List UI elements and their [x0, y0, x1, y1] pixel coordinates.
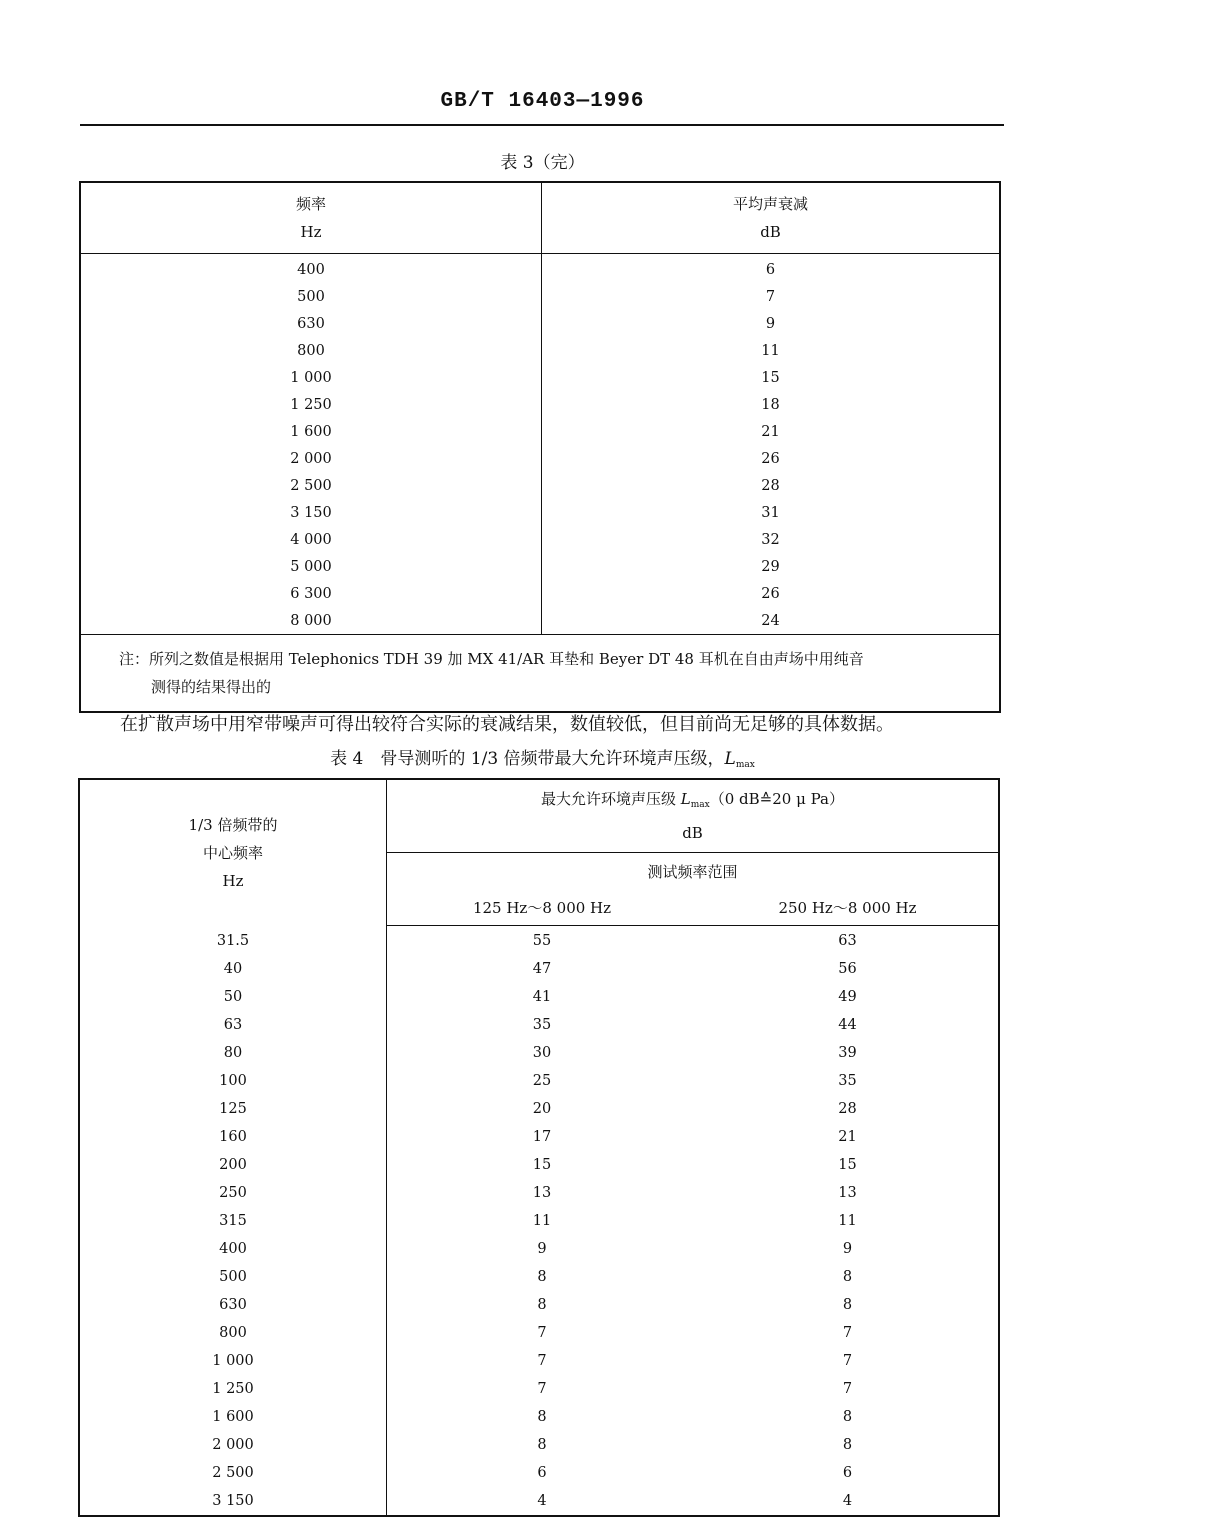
center-frequency-cell: 500	[79, 1263, 387, 1291]
center-frequency-cell: 50	[79, 983, 387, 1011]
table3-note-line2: 测得的结果得出的	[151, 678, 272, 696]
frequency-cell: 630	[80, 310, 542, 337]
table4-col-center-frequency	[79, 779, 387, 926]
table4-caption-symbol: L	[724, 749, 736, 769]
level-250-cell: 7	[842, 1380, 853, 1397]
table3-header-row	[80, 182, 1000, 254]
table-row	[79, 1235, 999, 1263]
table4-subcol-250: 250 Hz～8 000 Hz	[697, 889, 999, 926]
table-row	[80, 472, 1000, 499]
table-row	[79, 983, 999, 1011]
table4-caption-text: 表 4 骨导测听的 1/3 倍频带最大允许环境声压级，	[330, 749, 725, 769]
table3-note-row	[80, 635, 1000, 713]
level-250-cell: 15	[838, 1156, 857, 1173]
table-row	[80, 499, 1000, 526]
level-125-cell: 6	[537, 1464, 547, 1481]
level-125-cell: 11	[532, 1212, 552, 1229]
center-frequency-cell: 40	[79, 955, 387, 983]
level-125-cell: 4	[537, 1492, 547, 1509]
table-row	[80, 391, 1000, 418]
level-125-cell: 7	[537, 1352, 547, 1369]
level-125-cell: 7	[537, 1380, 547, 1397]
level-125-cell: 9	[537, 1240, 547, 1257]
table-row	[79, 1123, 999, 1151]
level-125-cell: 30	[532, 1044, 552, 1061]
level-125-cell: 15	[532, 1156, 552, 1173]
frequency-cell: 5 000	[80, 553, 542, 580]
table4-group-header	[387, 779, 1000, 853]
table4	[78, 778, 1000, 1517]
table-row	[80, 254, 1000, 284]
table-row	[80, 607, 1000, 635]
table-row	[79, 1179, 999, 1207]
center-frequency-cell: 250	[79, 1179, 387, 1207]
table-row	[79, 1039, 999, 1067]
level-250-cell: 4	[842, 1492, 853, 1509]
level-250-cell: 7	[842, 1324, 853, 1341]
level-250-cell: 9	[842, 1240, 853, 1257]
table3-col-attenuation	[542, 182, 1001, 254]
table-row	[80, 445, 1000, 472]
frequency-cell: 3 150	[80, 499, 542, 526]
center-frequency-cell: 80	[79, 1039, 387, 1067]
frequency-cell: 1 000	[80, 364, 542, 391]
table-row	[79, 1095, 999, 1123]
frequency-cell: 6 300	[80, 580, 542, 607]
attenuation-cell: 21	[761, 423, 780, 440]
center-frequency-cell: 160	[79, 1123, 387, 1151]
center-frequency-cell: 400	[79, 1235, 387, 1263]
table3-note-line1: 注：所列之数值是根据用 Telephonics TDH 39 加 MX 41/AR 耳垫和 Beyer DT 48 耳机在自由声场中用纯音	[119, 650, 864, 668]
table4-group-suffix: （0 dB≙20 μ Pa）	[709, 790, 844, 808]
level-250-cell: 44	[838, 1016, 857, 1033]
attenuation-cell: 11	[761, 342, 780, 359]
attenuation-cell: 26	[761, 450, 780, 467]
center-frequency-cell: 63	[79, 1011, 387, 1039]
table-row	[80, 337, 1000, 364]
frequency-cell: 500	[80, 283, 542, 310]
table3-col-frequency	[80, 182, 542, 254]
level-125-cell: 8	[537, 1408, 547, 1425]
table4-col1-line1: 1/3 倍频带的	[188, 815, 278, 834]
header-divider	[80, 124, 1004, 126]
level-250-cell: 63	[838, 932, 857, 949]
center-frequency-cell: 200	[79, 1151, 387, 1179]
level-250-cell: 11	[838, 1212, 857, 1229]
level-125-cell: 17	[532, 1128, 552, 1145]
attenuation-cell: 9	[765, 315, 776, 332]
level-250-cell: 13	[838, 1184, 857, 1201]
attenuation-cell: 29	[761, 558, 780, 575]
level-250-cell: 8	[842, 1408, 853, 1425]
table-row	[79, 1291, 999, 1319]
table-row	[79, 1319, 999, 1347]
table-row	[79, 926, 999, 955]
center-frequency-cell: 125	[79, 1095, 387, 1123]
center-frequency-cell: 2 500	[79, 1459, 387, 1487]
table3-body	[80, 254, 1000, 635]
level-125-cell: 8	[537, 1296, 547, 1313]
level-250-cell: 49	[838, 988, 857, 1005]
level-250-cell: 8	[842, 1268, 853, 1285]
table-row	[80, 310, 1000, 337]
table-row	[79, 1067, 999, 1095]
level-250-cell: 8	[842, 1436, 853, 1453]
attenuation-cell: 24	[761, 612, 780, 629]
attenuation-cell: 7	[765, 288, 776, 305]
center-frequency-cell: 1 250	[79, 1375, 387, 1403]
level-250-cell: 8	[842, 1296, 853, 1313]
level-250-cell: 28	[838, 1100, 857, 1117]
table-row	[80, 580, 1000, 607]
center-frequency-cell: 2 000	[79, 1431, 387, 1459]
level-250-cell: 7	[842, 1352, 853, 1369]
table-row	[79, 1263, 999, 1291]
attenuation-cell: 32	[761, 531, 780, 548]
table3-note	[80, 635, 1000, 713]
attenuation-cell: 31	[761, 504, 780, 521]
table3	[79, 181, 1001, 713]
table4-col1-line3: Hz	[222, 871, 244, 890]
frequency-cell: 1 250	[80, 391, 542, 418]
table4-body	[79, 926, 999, 1516]
table-row	[79, 1207, 999, 1235]
attenuation-cell: 26	[761, 585, 780, 602]
table4-group-sub: max	[690, 800, 710, 810]
center-frequency-cell: 31.5	[79, 926, 387, 955]
table-row	[79, 955, 999, 983]
table4-group-prefix: 最大允许环境声压级	[541, 790, 681, 808]
table3-col2-unit: dB	[760, 223, 781, 241]
table4-subcol-125: 125 Hz～8 000 Hz	[387, 889, 698, 926]
table4-caption	[0, 744, 1085, 770]
level-250-cell: 21	[838, 1128, 857, 1145]
frequency-cell: 2 500	[80, 472, 542, 499]
table-row	[80, 418, 1000, 445]
body-paragraph: 在扩散声场中用窄带噪声可得出较符合实际的衰减结果，数值较低，但目前尚无足够的具体数据。	[120, 714, 894, 735]
center-frequency-cell: 630	[79, 1291, 387, 1319]
table4-col1-line2: 中心频率	[202, 843, 263, 862]
table3-caption: 表 3（完）	[500, 153, 585, 173]
table-row	[79, 1431, 999, 1459]
frequency-cell: 800	[80, 337, 542, 364]
level-125-cell: 8	[537, 1268, 547, 1285]
level-250-cell: 35	[838, 1072, 857, 1089]
table3-col1-title: 频率	[295, 195, 326, 213]
table-row	[79, 1011, 999, 1039]
table-row	[80, 553, 1000, 580]
center-frequency-cell: 1 000	[79, 1347, 387, 1375]
center-frequency-cell: 100	[79, 1067, 387, 1095]
table-row	[79, 1459, 999, 1487]
frequency-cell: 4 000	[80, 526, 542, 553]
table-row	[79, 1403, 999, 1431]
level-125-cell: 25	[532, 1072, 552, 1089]
document-id-header: GB/T 16403—1996	[440, 90, 645, 113]
frequency-cell: 2 000	[80, 445, 542, 472]
level-250-cell: 6	[842, 1464, 853, 1481]
table-row	[79, 1375, 999, 1403]
table-row	[79, 1347, 999, 1375]
table-row	[80, 364, 1000, 391]
frequency-cell: 400	[80, 254, 542, 284]
level-250-cell: 56	[838, 960, 857, 977]
level-125-cell: 47	[532, 960, 552, 977]
level-125-cell: 7	[537, 1324, 547, 1341]
table-row	[79, 1151, 999, 1179]
table4-caption-sub: max	[735, 760, 755, 770]
center-frequency-cell: 1 600	[79, 1403, 387, 1431]
table3-col1-unit: Hz	[300, 223, 322, 241]
attenuation-cell: 15	[761, 369, 780, 386]
level-250-cell: 39	[838, 1044, 857, 1061]
level-125-cell: 8	[537, 1436, 547, 1453]
level-125-cell: 20	[532, 1100, 552, 1117]
table-row	[80, 526, 1000, 553]
center-frequency-cell: 3 150	[79, 1487, 387, 1516]
table3-col2-title: 平均声衰减	[732, 195, 808, 213]
level-125-cell: 13	[532, 1184, 552, 1201]
attenuation-cell: 28	[761, 477, 780, 494]
table4-range-header: 测试频率范围	[647, 862, 738, 881]
table4-group-unit: dB	[682, 824, 703, 842]
frequency-cell: 8 000	[80, 607, 542, 635]
table-row	[79, 1487, 999, 1516]
level-125-cell: 35	[532, 1016, 552, 1033]
table4-group-symbol: L	[680, 790, 691, 808]
frequency-cell: 1 600	[80, 418, 542, 445]
attenuation-cell: 18	[761, 396, 780, 413]
center-frequency-cell: 315	[79, 1207, 387, 1235]
level-125-cell: 55	[532, 932, 552, 949]
attenuation-cell: 6	[765, 261, 776, 278]
level-125-cell: 41	[532, 988, 552, 1005]
center-frequency-cell: 800	[79, 1319, 387, 1347]
table-row	[80, 283, 1000, 310]
